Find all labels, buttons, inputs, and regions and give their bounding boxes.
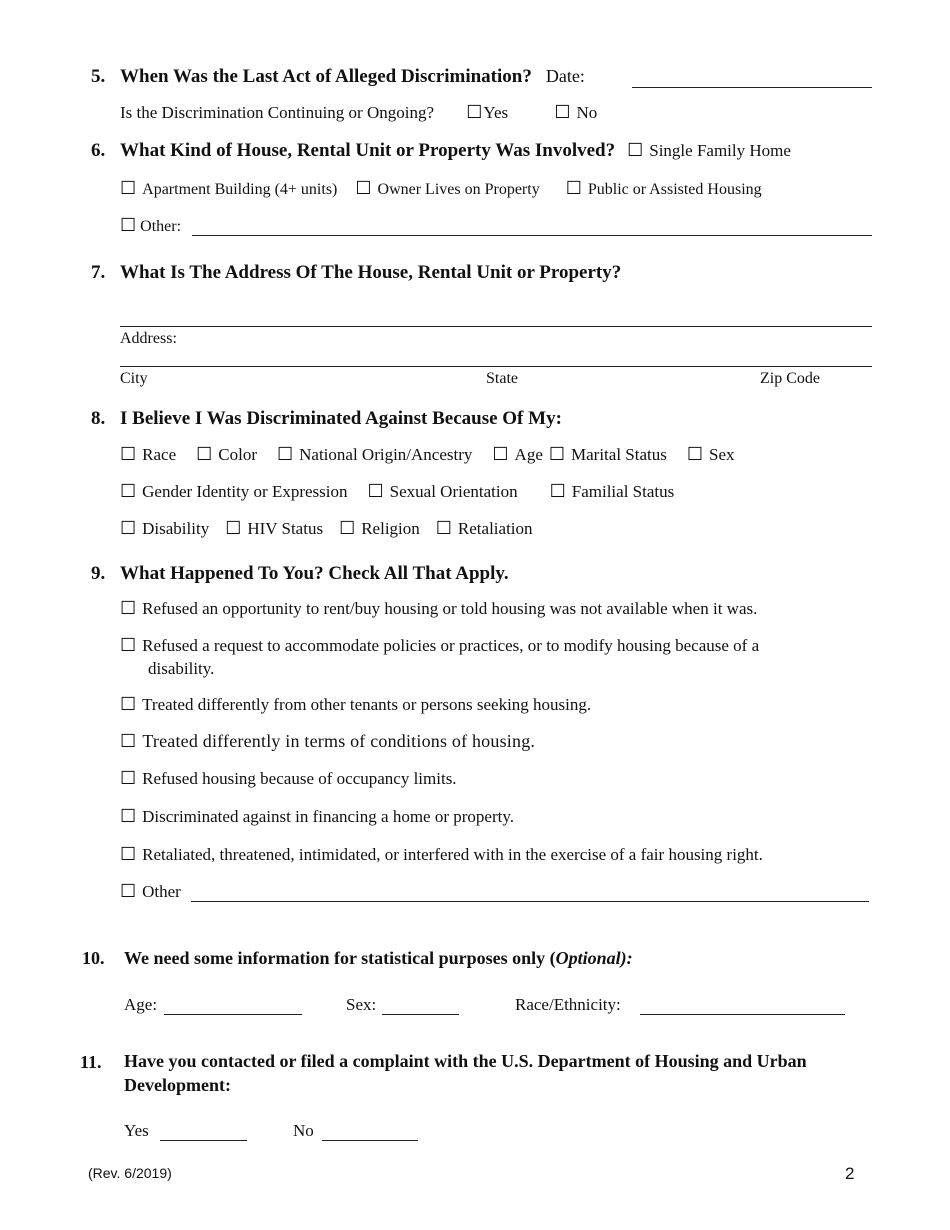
q8-marital-status-option[interactable]: ☐ Marital Status <box>548 444 667 464</box>
checkbox-icon[interactable]: ☐ <box>120 178 137 198</box>
q9-item-refused-accommodation-cont: disability. <box>148 659 215 678</box>
q6-apartment-option[interactable]: ☐ Apartment Building (4+ units) <box>120 178 338 198</box>
checkbox-icon[interactable]: ☐ <box>339 518 356 538</box>
checkbox-icon[interactable]: ☐ <box>435 518 452 538</box>
q11-title-line-2: Development: <box>124 1075 231 1095</box>
q8-color-option[interactable]: ☐ Color <box>196 444 257 464</box>
q10-age-field[interactable] <box>164 1014 302 1015</box>
checkbox-icon[interactable]: ☐ <box>627 140 644 160</box>
q9-title: What Happened To You? Check All That Apply. <box>120 563 509 584</box>
q8-familial-status-option[interactable]: ☐ Familial Status <box>549 481 675 501</box>
q6-title: What Kind of House, Rental Unit or Property Was Involved? <box>120 140 616 161</box>
q5-yes-option[interactable]: ☐Yes <box>466 102 509 122</box>
q8-national-origin-option[interactable]: ☐ National Origin/Ancestry <box>277 444 473 464</box>
q7-address-label: Address: <box>120 330 177 347</box>
checkbox-icon[interactable]: ☐ <box>120 444 137 464</box>
q10-optional: Optional): <box>555 948 633 968</box>
q7-address-field[interactable] <box>120 326 872 327</box>
checkbox-icon[interactable]: ☐ <box>548 444 566 464</box>
q7-state-label: State <box>486 370 518 387</box>
checkbox-icon[interactable]: ☐ <box>686 444 704 464</box>
q6-options-row <box>120 178 762 199</box>
q8-number: 8. <box>91 408 106 429</box>
q10-race-label: Race/Ethnicity: <box>515 995 621 1014</box>
q5-no-option[interactable]: ☐ No <box>554 102 598 122</box>
q8-disability-option[interactable]: ☐ Disability <box>120 518 210 538</box>
q7-title: What Is The Address Of The House, Rental Unit or Property? <box>120 262 622 283</box>
q7-city-state-zip-field[interactable] <box>120 366 872 367</box>
q11-title-line-1: Have you contacted or filed a complaint with the U.S. Department of Housing and Urban <box>124 1051 807 1071</box>
q10-race-field[interactable] <box>640 1014 845 1015</box>
q5-date-field[interactable] <box>632 87 872 88</box>
checkbox-icon[interactable]: ☐ <box>120 215 137 235</box>
q11-no-field[interactable] <box>322 1140 418 1141</box>
q8-row-2 <box>120 481 694 502</box>
q5-continuing-row <box>120 102 597 123</box>
revision-note: (Rev. 6/2019) <box>88 1165 172 1181</box>
q8-age-option[interactable]: ☐ Age <box>492 444 543 464</box>
checkbox-icon[interactable]: ☐ <box>120 844 137 864</box>
q10-number: 10. <box>82 948 105 968</box>
q10-sex-field[interactable] <box>382 1014 459 1015</box>
checkbox-icon[interactable]: ☐ <box>225 518 242 538</box>
q8-race-option[interactable]: ☐ Race <box>120 444 177 464</box>
q10-age-label: Age: <box>124 995 158 1014</box>
q6-heading <box>120 140 791 162</box>
q9-item-other[interactable]: ☐ Other <box>120 881 181 901</box>
checkbox-icon[interactable]: ☐ <box>355 178 372 198</box>
q8-sexual-orientation-option[interactable]: ☐ Sexual Orientation <box>367 481 518 501</box>
q8-gender-identity-option[interactable]: ☐ Gender Identity or Expression <box>120 481 348 501</box>
page-number: 2 <box>845 1164 855 1183</box>
q8-retaliation-option[interactable]: ☐ Retaliation <box>435 518 533 538</box>
q6-public-assisted-option[interactable]: ☐ Public or Assisted Housing <box>565 178 762 198</box>
checkbox-icon[interactable]: ☐ <box>196 444 213 464</box>
q5-heading <box>120 66 585 88</box>
q8-row-3 <box>120 518 553 539</box>
q9-item-treated-differently-tenants[interactable]: ☐ Treated differently from other tenants or persons seeking housing. <box>120 694 592 714</box>
checkbox-icon[interactable]: ☐ <box>120 731 137 751</box>
checkbox-icon[interactable]: ☐ <box>120 481 137 501</box>
q9-item-refused-accommodation[interactable]: ☐ Refused a request to accommodate policies or practices, or to modify housing because of a <box>120 635 760 655</box>
q6-owner-lives-option[interactable]: ☐ Owner Lives on Property <box>355 178 540 198</box>
checkbox-icon[interactable]: ☐ <box>120 598 137 618</box>
q8-row-1 <box>120 444 755 465</box>
checkbox-icon[interactable]: ☐ <box>120 881 137 901</box>
q7-city-label: City <box>120 370 148 387</box>
q6-number: 6. <box>91 140 106 161</box>
q9-item-financing[interactable]: ☐ Discriminated against in financing a home or property. <box>120 806 514 826</box>
q11-no-label: No <box>293 1121 314 1140</box>
checkbox-icon[interactable]: ☐ <box>120 635 137 655</box>
q8-sex-option[interactable]: ☐ Sex <box>686 444 735 464</box>
q11-yes-label: Yes <box>124 1121 149 1140</box>
checkbox-icon[interactable]: ☐ <box>120 806 137 826</box>
checkbox-icon[interactable]: ☐ <box>492 444 509 464</box>
checkbox-icon[interactable]: ☐ <box>120 768 137 788</box>
q10-heading <box>124 948 633 969</box>
q5-number: 5. <box>91 66 106 87</box>
checkbox-icon[interactable]: ☐ <box>565 178 582 198</box>
q9-item-retaliated[interactable]: ☐ Retaliated, threatened, intimidated, or interfered with in the exercise of a fair housing right. <box>120 844 763 864</box>
q5-date-label: Date: <box>545 66 585 86</box>
q6-single-family-option[interactable]: ☐ Single Family Home <box>627 140 791 160</box>
q7-number: 7. <box>91 262 106 283</box>
checkbox-icon[interactable]: ☐ <box>466 102 483 122</box>
q6-other-field[interactable] <box>192 235 872 236</box>
q10-title: We need some information for statistical purposes only ( <box>124 948 556 968</box>
checkbox-icon[interactable]: ☐ <box>120 694 137 714</box>
q8-religion-option[interactable]: ☐ Religion <box>339 518 420 538</box>
checkbox-icon[interactable]: ☐ <box>120 518 137 538</box>
q11-number: 11. <box>80 1052 102 1072</box>
checkbox-icon[interactable]: ☐ <box>367 481 384 501</box>
q5-title: When Was the Last Act of Alleged Discrimination? <box>120 66 532 87</box>
q9-item-occupancy-limits[interactable]: ☐ Refused housing because of occupancy limits. <box>120 768 457 788</box>
checkbox-icon[interactable]: ☐ <box>554 102 571 122</box>
q8-hiv-status-option[interactable]: ☐ HIV Status <box>225 518 324 538</box>
q9-item-treated-differently-conditions[interactable]: ☐ Treated differently in terms of conditions of housing. <box>120 731 536 751</box>
q9-number: 9. <box>91 563 106 584</box>
q9-item-refused-opportunity[interactable]: ☐ Refused an opportunity to rent/buy housing or told housing was not available when it was. <box>120 598 758 618</box>
checkbox-icon[interactable]: ☐ <box>549 481 566 501</box>
q7-zip-label: Zip Code <box>760 370 820 387</box>
q10-sex-label: Sex: <box>346 995 377 1014</box>
q11-yes-field[interactable] <box>160 1140 247 1141</box>
q9-other-field[interactable] <box>191 901 869 902</box>
q8-title: I Believe I Was Discriminated Against Because Of My: <box>120 408 562 429</box>
q6-other-option[interactable]: ☐ Other: <box>120 215 182 235</box>
q5-continuing-label: Is the Discrimination Continuing or Ongoing? <box>120 103 434 122</box>
checkbox-icon[interactable]: ☐ <box>277 444 294 464</box>
